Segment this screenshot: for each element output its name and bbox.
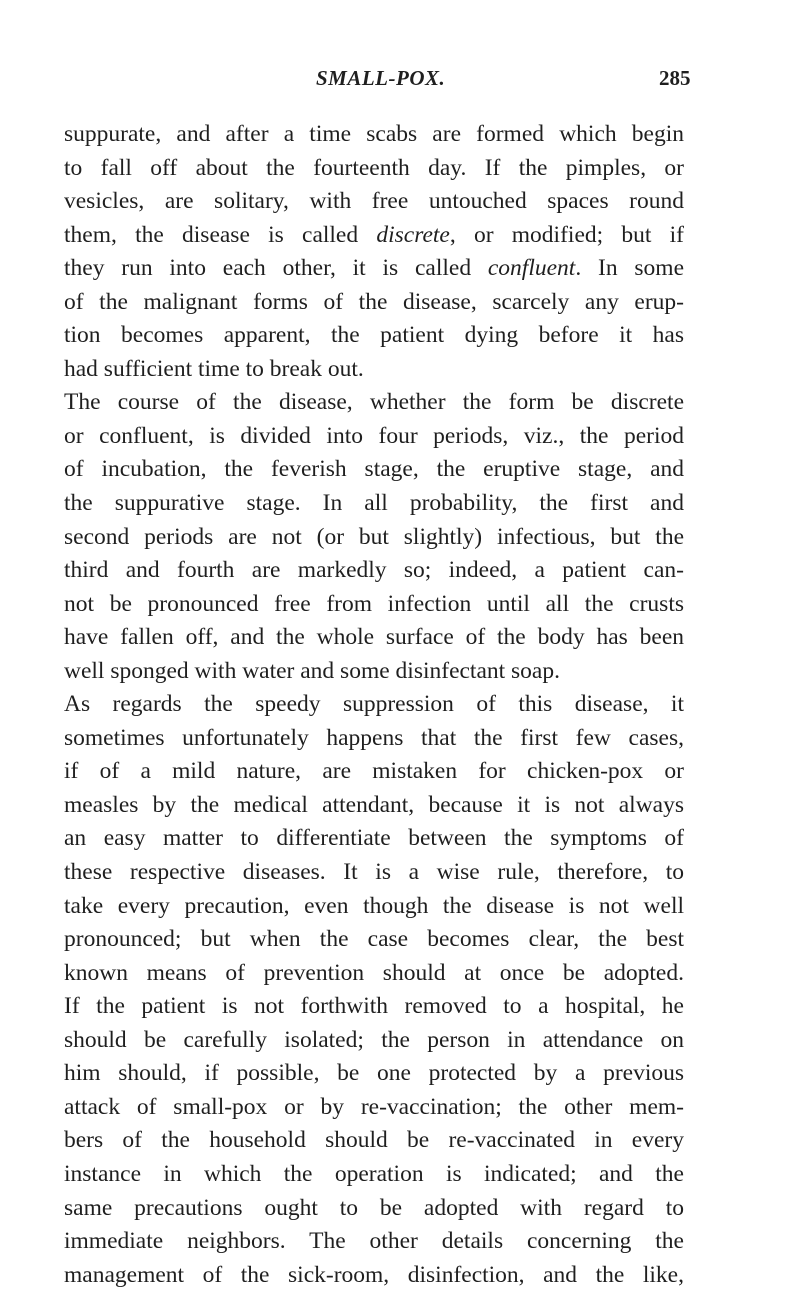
text-line: the suppurative stage. In all probability, the first and: [64, 490, 684, 517]
text-line: As regards the speedy suppression of this disease, it: [64, 691, 684, 718]
text-line: If the patient is not forthwith removed to a hospital, he: [64, 993, 684, 1020]
text-line: or confluent, is divided into four periods, viz., the period: [64, 422, 684, 449]
text-line: third and fourth are markedly so; indeed, a patient can-: [64, 557, 684, 584]
text-line: [64, 219, 684, 253]
text-line: well sponged with water and some disinfectant soap.: [64, 657, 560, 684]
text-line: have fallen off, and the whole surface of the body has been: [64, 624, 684, 651]
text-line: him should, if possible, be one protected by a previous: [64, 1060, 684, 1087]
text-line: suppurate, and after a time scabs are formed which begin: [64, 121, 684, 147]
text-line: if of a mild nature, are mistaken for chicken-pox or: [64, 758, 684, 785]
text-line: [64, 252, 684, 286]
text-line: instance in which the operation is indicated; and the: [64, 1160, 684, 1187]
text-segment: they run into each other, it is called: [64, 255, 488, 282]
text-line: vesicles, are solitary, with free untouched spaces round: [64, 188, 684, 215]
text-line: of the malignant forms of the disease, scarcely any erup-: [64, 288, 684, 315]
text-line: known means of prevention should at once be adopted.: [64, 959, 684, 986]
text-segment: , or modified; but if: [449, 221, 684, 248]
text-line: management of the sick-room, disinfection, and the like,: [64, 1261, 684, 1288]
text-line: had sufficient time to break out.: [64, 355, 364, 382]
text-line: second periods are not (or but slightly) infectious, but the: [64, 523, 684, 550]
text-segment: them, the disease is called: [64, 221, 377, 248]
text-line: same precautions ought to be adopted with regard to: [64, 1194, 684, 1221]
text-line: measles by the medical attendant, because it is not always: [64, 791, 684, 818]
body-text: [64, 118, 684, 1292]
running-title: SMALL-POX.: [316, 66, 446, 90]
text-line: sometimes unfortunately happens that the first few cases,: [64, 724, 684, 751]
text-line: immediate neighbors. The other details concerning the: [64, 1228, 684, 1255]
text-line: an easy matter to differentiate between the symptoms of: [64, 825, 684, 852]
text-line: of incubation, the feverish stage, the eruptive stage, and: [64, 456, 684, 483]
text-line: The course of the disease, whether the form be discrete: [64, 389, 684, 416]
italic-term-confluent: confluent: [487, 255, 576, 282]
text-line: attack of small-pox or by re-vaccination; the other mem-: [64, 1093, 684, 1120]
italic-term-discrete: discrete: [376, 221, 450, 248]
running-head: [0, 66, 800, 96]
text-line: tion becomes apparent, the patient dying before it has: [64, 322, 684, 349]
text-line: should be carefully isolated; the person in attendance on: [64, 1026, 684, 1053]
text-line: bers of the household should be re-vaccinated in every: [64, 1127, 684, 1154]
page-number: 285: [659, 66, 691, 90]
text-line: to fall off about the fourteenth day. If the pimples, or: [64, 154, 684, 181]
text-line: pronounced; but when the case becomes clear, the best: [64, 926, 684, 953]
text-line: not be pronounced free from infection until all the crusts: [64, 590, 684, 617]
text-line: these respective diseases. It is a wise rule, therefore, to: [64, 859, 684, 886]
text-segment: . In some: [575, 255, 684, 282]
text-line: take every precaution, even though the disease is not well: [64, 892, 684, 919]
